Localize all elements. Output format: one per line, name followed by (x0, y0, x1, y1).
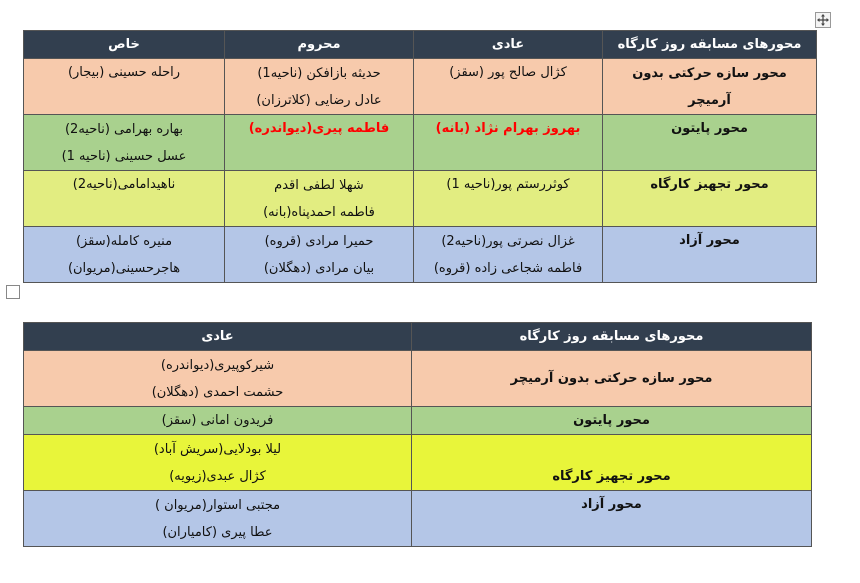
table-move-handle-icon[interactable] (815, 12, 831, 28)
cell-deprived[interactable]: حدیثه بازافکن (ناحیه1) عادل رضایی (کلاترزان) (225, 59, 414, 115)
header-special: خاص (24, 31, 225, 59)
table-header-row (24, 31, 817, 59)
table-row (24, 491, 812, 547)
cell-deprived[interactable]: حمیرا مرادی (قروه) بیان مرادی (دهگلان) (225, 227, 414, 283)
table-row (24, 115, 817, 171)
cell-axis[interactable]: محور تجهیز کارگاه (412, 435, 812, 491)
cell-special[interactable]: بهاره بهرامی (ناحیه2) عسل حسینی (ناحیه 1) (24, 115, 225, 171)
competition-table-main (23, 30, 817, 283)
cell-special[interactable]: ناهیدامامی(ناحیه2) (24, 171, 225, 227)
cell-normal[interactable]: مجتبی استوار(مریوان ) عطا پیری (کامیاران) (24, 491, 412, 547)
cell-axis[interactable]: محور آزاد (412, 491, 812, 547)
cell-normal[interactable]: غزال نصرتی پور(ناحیه2) فاطمه شجاعی زاده (قروه) (414, 227, 603, 283)
cell-axis[interactable]: محور آزاد (603, 227, 817, 283)
competition-table-secondary (23, 322, 812, 547)
cell-normal[interactable]: شیرکوپیری(دیواندره) حشمت احمدی (دهگلان) (24, 351, 412, 407)
cell-normal[interactable]: کوثررستم پور(ناحیه 1) (414, 171, 603, 227)
table-row (24, 227, 817, 283)
table-row (24, 171, 817, 227)
cell-normal[interactable]: بهروز بهرام نژاد (بانه) (414, 115, 603, 171)
cell-axis[interactable]: محور تجهیز کارگاه (603, 171, 817, 227)
cell-normal[interactable]: کژال صالح پور (سقز) (414, 59, 603, 115)
table-row (24, 59, 817, 115)
cell-axis[interactable]: محور سازه حرکتی بدون آرمیچر (412, 351, 812, 407)
cell-deprived[interactable]: شهلا لطفی اقدم فاطمه احمدپناه(بانه) (225, 171, 414, 227)
cell-axis[interactable]: محور پایتون (603, 115, 817, 171)
cell-special[interactable]: منیره کامله(سقز) هاجرحسینی(مریوان) (24, 227, 225, 283)
cell-deprived[interactable]: فاطمه پیری(دیواندره) (225, 115, 414, 171)
table-row (24, 435, 812, 491)
cell-normal[interactable]: لیلا بودلایی(سریش آباد) کژال عبدی(زیویه) (24, 435, 412, 491)
header-normal: عادی (24, 323, 412, 351)
header-deprived: محروم (225, 31, 414, 59)
cell-axis[interactable]: محور پایتون (412, 407, 812, 435)
cell-axis[interactable]: محور سازه حرکتی بدون آرمیچر (603, 59, 817, 115)
table-resize-handle-icon[interactable] (6, 285, 20, 299)
cell-normal[interactable]: فریدون امانی (سقز) (24, 407, 412, 435)
header-normal: عادی (414, 31, 603, 59)
header-axis: محورهای مسابقه روز کارگاه (412, 323, 812, 351)
cell-special[interactable]: راحله حسینی (بیجار) (24, 59, 225, 115)
table-row (24, 351, 812, 407)
table-header-row (24, 323, 812, 351)
table-row (24, 407, 812, 435)
header-axis: محورهای مسابقه روز کارگاه (603, 31, 817, 59)
